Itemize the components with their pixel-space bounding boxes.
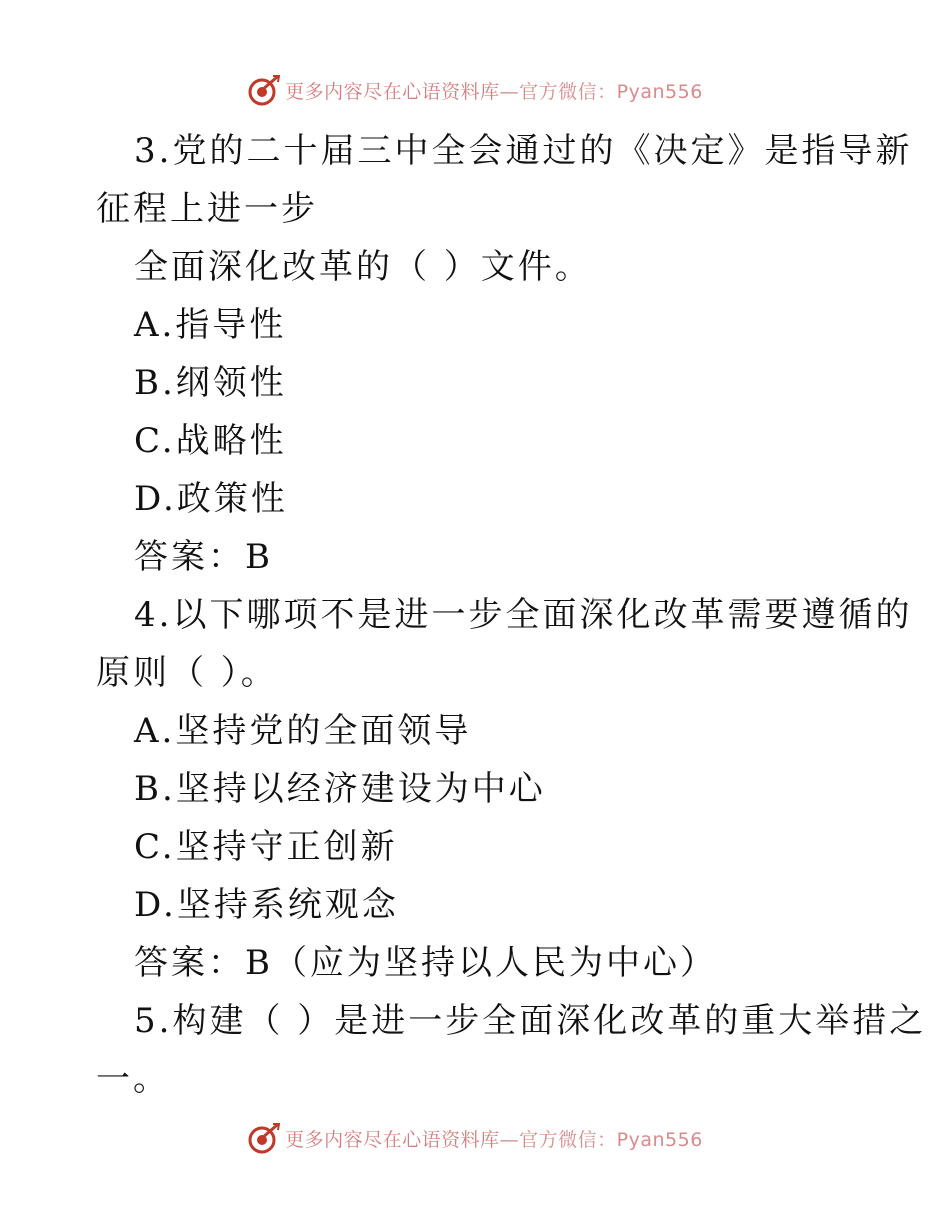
brand-logo-icon xyxy=(247,73,281,107)
question-3-option-c: C.战略性 xyxy=(134,421,287,461)
header-separator: — xyxy=(499,80,520,103)
question-4-option-a: A.坚持党的全面领导 xyxy=(134,711,472,751)
header-text: 更多内容尽在心语资料库 xyxy=(285,80,500,103)
brand-logo-icon xyxy=(247,1121,281,1155)
footer-wechat: 官方微信：Pyan556 xyxy=(519,1128,703,1151)
footer-text: 更多内容尽在心语资料库 xyxy=(285,1128,500,1151)
question-3-option-a: A.指导性 xyxy=(134,305,287,345)
question-3-option-b: B.纲领性 xyxy=(134,363,287,403)
question-3-line-1: 3.党的二十届三中全会通过的《决定》是指导新 xyxy=(134,131,913,171)
question-4-line-1: 4.以下哪项不是进一步全面深化改革需要遵循的 xyxy=(134,595,913,635)
question-4-answer: 答案：B（应为坚持以人民为中心） xyxy=(134,943,717,983)
question-3-line-3: 全面深化改革的（ ）文件。 xyxy=(134,247,592,287)
footer-separator: — xyxy=(499,1128,520,1151)
question-3-answer: 答案：B xyxy=(134,537,273,577)
question-4-option-b: B.坚持以经济建设为中心 xyxy=(134,769,546,809)
question-3-line-2: 征程上进一步 xyxy=(96,189,318,229)
document-body xyxy=(96,122,927,1108)
header-watermark xyxy=(0,70,950,110)
question-5-line-1: 5.构建（ ）是进一步全面深化改革的重大举措之 xyxy=(134,1001,927,1041)
question-4-option-c: C.坚持守正创新 xyxy=(134,827,398,867)
header-wechat: 官方微信：Pyan556 xyxy=(519,80,703,103)
question-3-option-d: D.政策性 xyxy=(134,479,288,519)
footer-watermark xyxy=(0,1118,950,1158)
question-4-line-2: 原则（ ）。 xyxy=(96,653,278,693)
question-4-option-d: D.坚持系统观念 xyxy=(134,885,399,925)
question-5-line-2: 一。 xyxy=(96,1059,170,1099)
